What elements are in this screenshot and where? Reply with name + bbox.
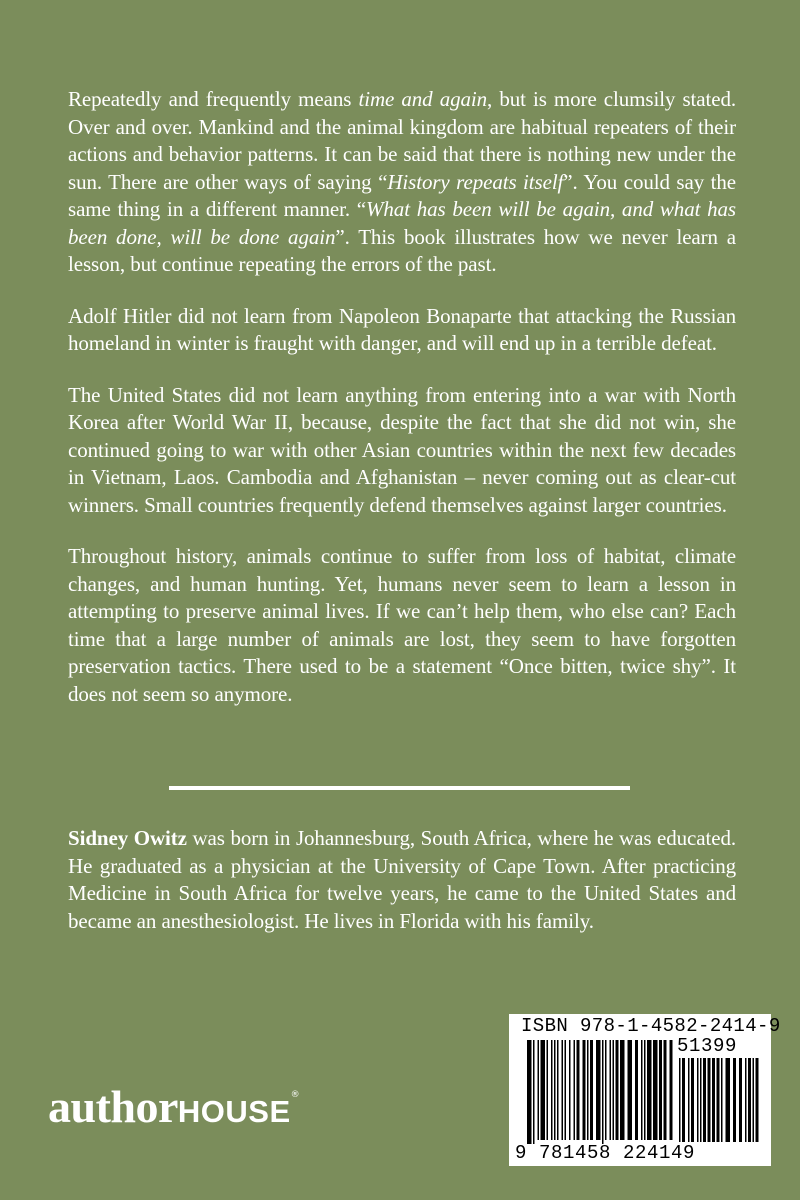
section-divider [169, 786, 630, 790]
barcode-bar [664, 1040, 667, 1140]
paragraph-text: , but is more clumsily stated. Over and over. Mankind and the animal kingdom are habitual repeaters of their actions and behavior patterns. It can be said that there is nothing new under the sun. There are other ways of saying “ [68, 87, 737, 194]
barcode-bar [688, 1058, 690, 1142]
barcode-addon-bars [679, 1058, 761, 1144]
barcode-bar [635, 1040, 638, 1140]
barcode-bar [712, 1058, 715, 1142]
barcode-bar [590, 1040, 593, 1140]
barcode-bar [613, 1040, 615, 1140]
barcode-bar [596, 1040, 601, 1140]
barcode-bar [587, 1040, 589, 1140]
blurb-paragraph-1 [68, 86, 736, 279]
publisher-logo [48, 1080, 300, 1133]
barcode-bar [562, 1040, 564, 1140]
barcode-bar [551, 1040, 553, 1140]
italic-phrase: History repeats itself [387, 169, 564, 194]
italic-phrase: time and again [358, 87, 488, 111]
paragraph-text: ”. You could say the same thing in a different manner. “ [68, 169, 736, 221]
author-bio-text: was born in Johannesburg, South Africa, where he was educated. He graduated as a physician at the University of Cape Town. After practicing Medicine in South Africa for twelve years, he came to the United States and became an anesthesiologist. He lives in Florida with his family. [68, 826, 736, 933]
barcode-bar [565, 1040, 567, 1140]
barcode-bar [541, 1040, 546, 1140]
barcode-bar [659, 1040, 662, 1140]
blurb-paragraph-2 [68, 303, 736, 358]
barcode-bar [610, 1040, 612, 1140]
blurb-paragraph-3 [68, 382, 736, 520]
barcode-bar [721, 1058, 723, 1142]
barcode-bar [574, 1040, 576, 1140]
barcode-bars [527, 1040, 677, 1144]
paragraph-text: The United States did not learn anything from entering into a war with North Korea after World War II, because, despite the fact that she did not win, she continued going to war with other Asian countries within the next few decades in Vietnam, Laos. Cambodia and Afghanistan – never coming out as clear-cut winners. Small countries frequently defend themselves against larger countries. [68, 382, 736, 517]
publisher-logo-part2: HOUSE [177, 1094, 291, 1129]
barcode-bar [547, 1040, 549, 1140]
paragraph-text: ”. This book illustrates how we never learn a lesson, but continue repeating the errors of the past. [68, 224, 736, 276]
barcode-bar [527, 1040, 532, 1144]
barcode-bar [708, 1058, 711, 1142]
barcode-bar [647, 1040, 652, 1140]
barcode-bar [554, 1040, 556, 1140]
barcode-bar [717, 1058, 720, 1142]
barcode-bar [616, 1040, 619, 1140]
barcode-bar [628, 1040, 633, 1140]
barcode-bar [733, 1058, 736, 1142]
barcode-bar [703, 1058, 706, 1142]
registered-mark: ® [290, 1090, 300, 1100]
paragraph-text: Throughout history, animals continue to suffer from loss of habitat, climate changes, and human hunting. Yet, humans never seem to learn a lesson in attempting to preserve animal lives. If we can’t help them, who else can? Each time that a large number of animals are lost, they seem to have forgotten preservation tactics. There used to be a statement “Once bitten, twice shy”. It does not seem so anymore. [68, 544, 736, 706]
cover-blurb [68, 86, 736, 732]
barcode-bar [644, 1040, 646, 1140]
barcode-bar [691, 1058, 694, 1142]
barcode-bar [605, 1040, 607, 1140]
paragraph-text: Adolf Hitler did not learn from Napoleon Bonaparte that attacking the Russian homeland in winter is fraught with danger, and will end up in a terrible defeat. [68, 303, 736, 355]
price-code: 51399 [677, 1035, 738, 1057]
barcode-bar [602, 1040, 604, 1144]
barcode-bar [739, 1058, 742, 1142]
italic-phrase: What has been will be again, and what has been done, will be done again [68, 197, 736, 249]
barcode-bar [745, 1058, 747, 1142]
barcode-bar [577, 1040, 580, 1140]
barcode-bar [533, 1040, 535, 1144]
barcode-bar [569, 1040, 571, 1140]
barcode-bar [726, 1058, 731, 1142]
barcode-bar [620, 1040, 625, 1140]
isbn-label: ISBN 978-1-4582-2414-9 [521, 1015, 781, 1037]
barcode-bar [748, 1058, 751, 1142]
barcode-number: 9 781458 224149 [515, 1142, 696, 1164]
barcode-bar [670, 1040, 673, 1140]
barcode-bar [641, 1040, 643, 1140]
barcode-bar [583, 1040, 586, 1140]
barcode-bar [682, 1058, 685, 1142]
blurb-paragraph-4 [68, 543, 736, 708]
barcode-bar [697, 1058, 699, 1142]
isbn-barcode [509, 1014, 781, 1166]
barcode-bar [538, 1040, 540, 1140]
author-name: Sidney Owitz [68, 826, 187, 850]
barcode-bar [756, 1058, 759, 1142]
barcode-bar [700, 1058, 702, 1142]
barcode-bar [679, 1058, 681, 1142]
publisher-logo-part1: author [48, 1081, 178, 1132]
barcode-bar [557, 1040, 559, 1140]
paragraph-text: Repeatedly and frequently means [68, 87, 359, 111]
barcode-bar [753, 1058, 755, 1142]
barcode-bar [653, 1040, 658, 1140]
author-bio [68, 825, 736, 935]
